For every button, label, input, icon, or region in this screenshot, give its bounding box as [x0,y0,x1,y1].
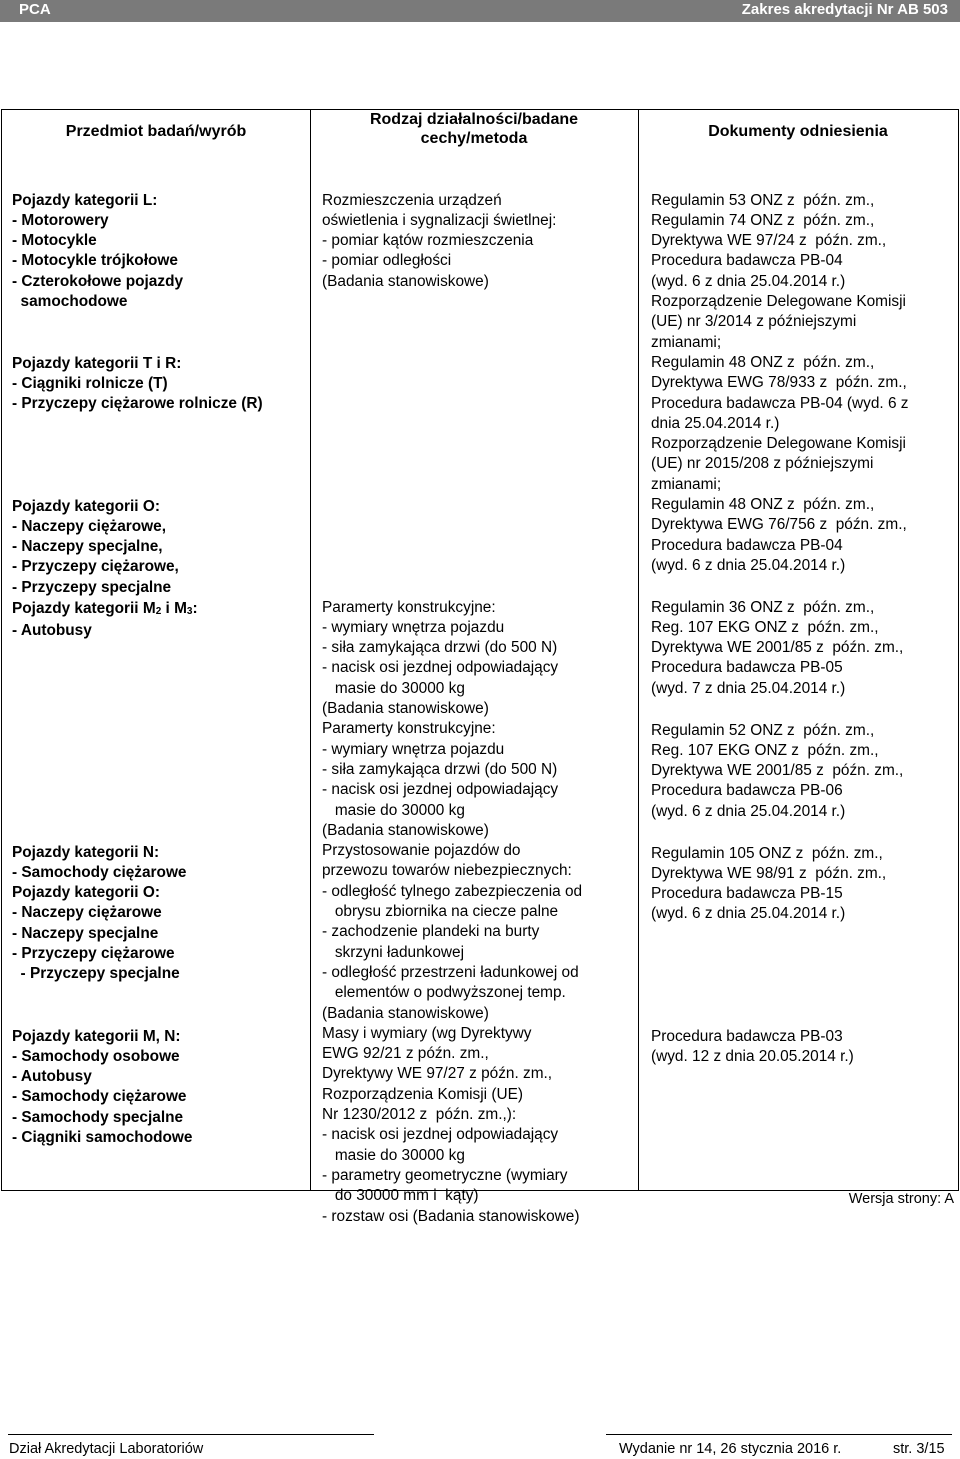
column-divider [310,110,311,1190]
footer-page: str. 3/15 [893,1441,945,1457]
footer-edition: Wydanie nr 14, 26 stycznia 2016 r. [619,1441,842,1457]
documents-block: Regulamin 53 ONZ z późn. zm., Regulamin 74 ONZ z późn. zm., Dyrektywa WE 97/24 z późn. zm., Procedura badawcza PB-04 (wyd. 6 z dnia 25.04.2014 r.) Rozporządzenie Delegowane Komisji (UE) nr 3/2014 z późniejszymi zmianami; Regulamin 48 ONZ z późn. zm., Dyrektywa EWG 78/933 z późn. zm., Procedura badawcza PB-04 (wyd. 6 z dnia 25.04.2014 r.) Rozporządzenie Delegowane Komisji (UE) nr 2015/208 z późniejszymi zmianami; Regulamin 48 ONZ z późn. zm., Dyrektywa EWG 76/756 z późn. zm., Procedura badawcza PB-04 (wyd. 6 z dnia 25.04.2014 r.) [651,191,909,574]
subject-block: Pojazdy kategorii T i R: - Ciągniki rolnicze (T) - Przyczepy ciężarowe rolnicze (R) [12,354,263,413]
documents-block: Regulamin 105 ONZ z późn. zm., Dyrektywa WE 98/91 z późn. zm., Procedura badawcza PB-15 (wyd. 6 z dnia 25.04.2014 r.) [651,844,887,923]
header-right: Zakres akredytacji Nr AB 503 [741,1,948,18]
activity-block: Paramerty konstrukcyjne: - wymiary wnętrza pojazdu - siła zamykająca drzwi (do 500 N) - nacisk osi jezdnej odpowiadający masie do 30000 kg (Badania stanowiskowe) Paramerty konstrukcyjne: - wymiary wnętrza pojazdu - siła zamykająca drzwi (do 500 N) - nacisk osi jezdnej odpowiadający masie do 30000 kg (Badania stanowiskowe) Przystosowanie pojazdów do przewozu towarów niebezpiecznych: - odległość tylnego zabezpieczenia od obrysu zbiornika na ciecze palne - zachodzenie plandeki na burty skrzyni ładunkowej - odległość przestrzeni ładunkowej od elementów o podwyższonej temp. (Badania stanowiskowe) Masy i wymiary (wg Dyrektywy EWG 92/21 z późn. zm., Dyrektywy WE 97/27 z późn. zm., Rozporządzenia Komisji (UE) Nr 1230/2012 z późn. zm.,): - nacisk osi jezdnej odpowiadający masie do 30000 kg - parametry geometryczne (wymiary do 30000 mm i kąty) - rozstaw osi (Badania stanowiskowe) [322,598,583,1225]
documents-block: Regulamin 36 ONZ z późn. zm., Reg. 107 EKG ONZ z późn. zm., Dyrektywa WE 2001/85 z późn. zm., Procedura badawcza PB-05 (wyd. 7 z dnia 25.04.2014 r.) [651,598,904,697]
column-divider [638,110,639,1190]
documents-block: Procedura badawcza PB-03 (wyd. 12 z dnia 20.05.2014 r.) [651,1027,854,1065]
footer-rule [8,1434,374,1435]
subject-block: Pojazdy kategorii L: - Motorowery - Motocykle - Motocykle trójkołowe - Czterokołowe pojazdy samochodowe [12,191,184,311]
documents-block: Regulamin 52 ONZ z późn. zm., Reg. 107 EKG ONZ z późn. zm., Dyrektywa WE 2001/85 z późn. zm., Procedura badawcza PB-06 (wyd. 6 z dnia 25.04.2014 r.) [651,721,904,820]
subject-block: Pojazdy kategorii $M_2$ i $M_3$: - Autobusy [12,599,198,639]
activity-block: Rozmieszczenia urządzeń oświetlenia i sygnalizacji świetlnej: - pomiar kątów rozmieszczenia - pomiar odległości (Badania stanowiskowe) [322,191,557,290]
column-header-activity: Rodzaj działalności/badane cechy/metoda [369,111,579,147]
page-version: Wersja strony: A [848,1191,954,1207]
subject-block: Pojazdy kategorii M, N: - Samochody osobowe - Autobusy - Samochody ciężarowe - Samochody specjalne - Ciągniki samochodowe [12,1027,193,1147]
subject-block: Pojazdy kategorii N: - Samochody ciężarowe Pojazdy kategorii O: - Naczepy ciężarowe - Naczepy specjalne - Przyczepy ciężarowe - Przyczepy specjalne [12,843,187,983]
header-left: PCA [19,1,51,18]
footer-rule [606,1434,952,1435]
column-header-documents: Dokumenty odniesienia [708,123,888,140]
footer-left: Dział Akredytacji Laboratoriów [9,1441,204,1457]
subject-block: Pojazdy kategorii O: - Naczepy ciężarowe, - Naczepy specjalne, - Przyczepy ciężarowe, - Przyczepy specjalne [12,497,179,596]
page-header [0,0,960,22]
column-header-subject: Przedmiot badań/wyrób [65,123,247,140]
